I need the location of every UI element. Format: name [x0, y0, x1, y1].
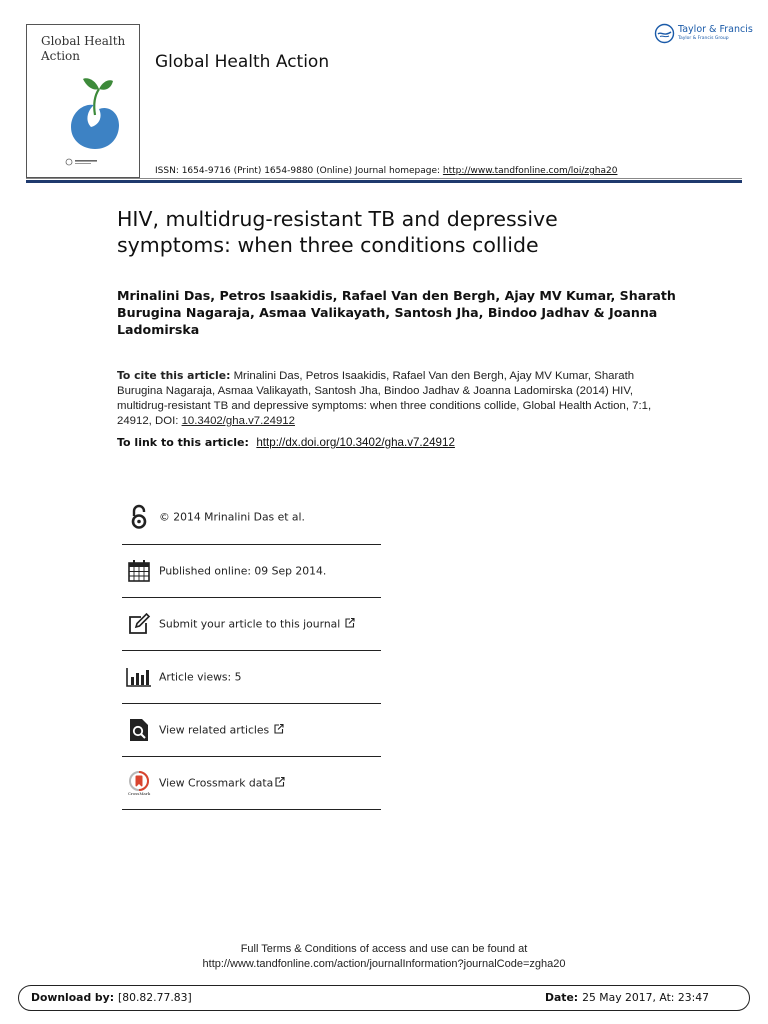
citation-block: [117, 368, 662, 429]
publisher-logo-text: Taylor & Francis: [678, 24, 753, 35]
citation-text: Mrinalini Das, Petros Isaakidis, Rafael Van den Bergh, Ajay MV Kumar, Sharath Burugina Nagaraja, Asmaa Valikayath, Santosh Jha, Bindoo Jadhav & Joanna Ladomirska (2014) HIV, multidrug-resistant TB and depressive symptoms: when three conditions collide, Global Health Action, 7:1, 24912, DOI:: [117, 370, 652, 427]
external-link-icon: [273, 724, 284, 735]
calendar-icon: [126, 558, 152, 584]
published-date-text: Published online: 09 Sep 2014.: [159, 564, 327, 578]
header-divider-thin: [26, 178, 742, 179]
list-item-views: [122, 651, 381, 704]
related-articles-link[interactable]: View related articles: [159, 723, 270, 737]
journal-cover: [26, 24, 140, 178]
article-link-label: To link to this article:: [117, 436, 249, 449]
citation-label: To cite this article:: [117, 369, 231, 382]
article-link-line: [117, 436, 455, 449]
download-by-value: [80.82.77.83]: [118, 991, 192, 1004]
terms-line-1: Full Terms & Conditions of access and use can be found at: [240, 943, 528, 955]
download-date-value: 25 May 2017, At: 23:47: [582, 991, 709, 1004]
external-link-icon: [274, 777, 285, 788]
copyright-text: © 2014 Mrinalini Das et al.: [159, 510, 305, 524]
crossmark-data-link[interactable]: View Crossmark data: [159, 776, 274, 790]
publisher-logo-icon: [654, 23, 675, 44]
journal-name: Global Health Action: [155, 52, 330, 72]
crossmark-icon-label: CrossMark: [127, 790, 151, 796]
download-date-label: Date:: [545, 991, 579, 1004]
article-title: HIV, multidrug-resistant TB and depressive symptoms: when three conditions collide: [117, 207, 558, 257]
edit-icon: [126, 611, 152, 637]
journal-homepage-link[interactable]: http://www.tandfonline.com/loi/zgha20: [442, 166, 618, 176]
publisher-logo-subtext: Taylor & Francis Group: [678, 36, 729, 41]
issn-text: ISSN: 1654-9716 (Print) 1654-9880 (Online) Journal homepage:: [155, 166, 443, 176]
list-item-copyright: [122, 490, 381, 545]
download-by: [31, 991, 192, 1004]
citation-doi-link[interactable]: 10.3402/gha.v7.24912: [181, 415, 295, 427]
list-item-published: [122, 545, 381, 598]
cover-title: Global Health Action: [41, 34, 126, 63]
list-item-related[interactable]: [122, 704, 381, 757]
issn-line: [155, 166, 617, 176]
article-views-text: Article views: 5: [159, 670, 242, 684]
terms-note: [0, 942, 768, 972]
crossmark-icon: [126, 770, 152, 796]
article-info-list: [122, 490, 381, 810]
open-access-icon: [126, 504, 152, 530]
cover-publisher-logo-icon: [65, 157, 115, 167]
header-divider: [26, 180, 742, 183]
external-link-icon: [344, 618, 355, 629]
list-item-submit[interactable]: [122, 598, 381, 651]
terms-link[interactable]: http://www.tandfonline.com/action/journalInformation?journalCode=zgha20: [202, 958, 566, 970]
article-authors: Mrinalini Das, Petros Isaakidis, Rafael Van den Bergh, Ajay MV Kumar, Sharath Burugina Nagaraja, Asmaa Valikayath, Santosh Jha, Bindoo Jadhav & Joanna Ladomirska: [117, 288, 676, 337]
submit-article-link[interactable]: Submit your article to this journal: [159, 617, 341, 631]
search-document-icon: [126, 717, 152, 743]
bar-chart-icon: [126, 664, 152, 690]
publisher-logo[interactable]: [654, 22, 753, 46]
article-doi-link[interactable]: http://dx.doi.org/10.3402/gha.v7.24912: [256, 436, 455, 449]
download-info-bar: [18, 985, 750, 1011]
list-item-crossmark[interactable]: [122, 757, 381, 810]
download-date: [545, 991, 709, 1004]
cover-plant-icon: [65, 55, 125, 151]
download-by-label: Download by:: [31, 991, 115, 1004]
